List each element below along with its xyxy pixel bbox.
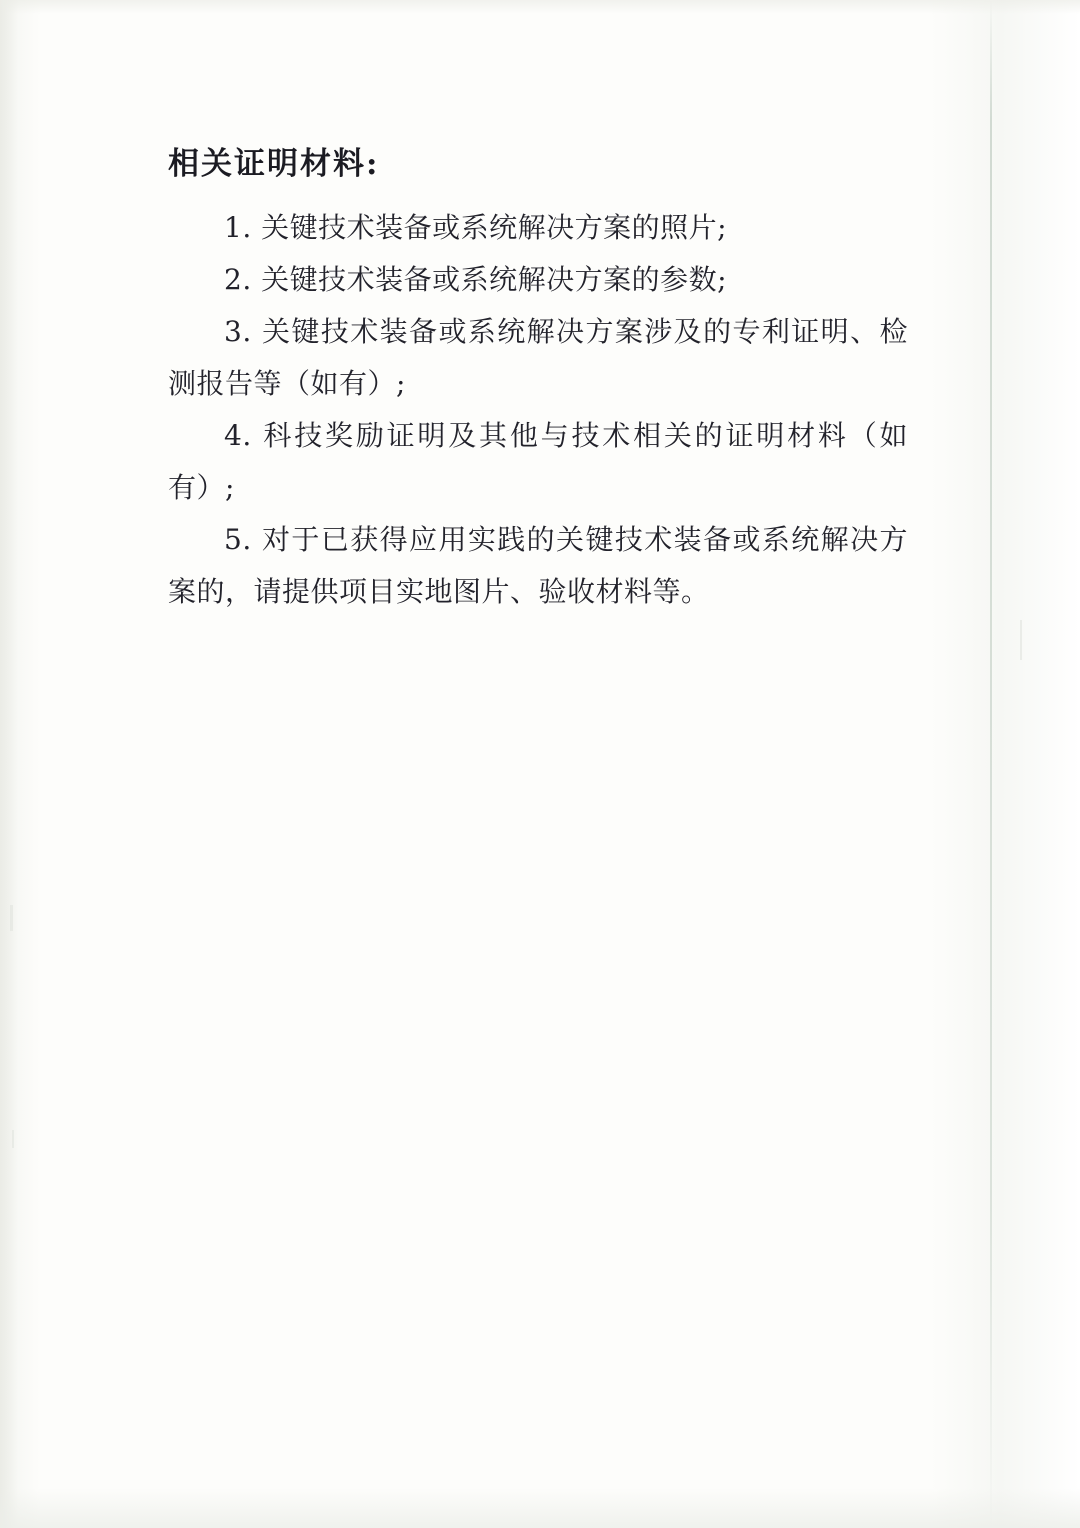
list-item: 2. 关键技术装备或系统解决方案的参数; xyxy=(224,263,728,296)
scan-edge-shadow-bottom xyxy=(0,1488,1080,1528)
scan-fold-line xyxy=(990,0,992,1528)
scan-artifact-speck xyxy=(1020,620,1022,660)
list-item: 4. 科技奖励证明及其他与技术相关的证明材料（如有）; xyxy=(168,419,908,504)
list-item: 5. 对于已获得应用实践的关键技术装备或系统解决方案的，请提供项目实地图片、验收材料等。 xyxy=(168,523,908,608)
scan-artifact-speck xyxy=(12,1130,14,1148)
scan-edge-shadow-left xyxy=(0,0,18,1528)
list-item: 3. 关键技术装备或系统解决方案涉及的专利证明、检测报告等（如有）; xyxy=(168,315,908,400)
list-item: 1. 关键技术装备或系统解决方案的照片; xyxy=(224,211,728,244)
scan-edge-shadow-top xyxy=(0,0,1080,14)
document-text-block xyxy=(168,140,908,618)
scan-artifact-speck xyxy=(10,905,13,931)
page-title: 相关证明材料: xyxy=(168,146,380,182)
